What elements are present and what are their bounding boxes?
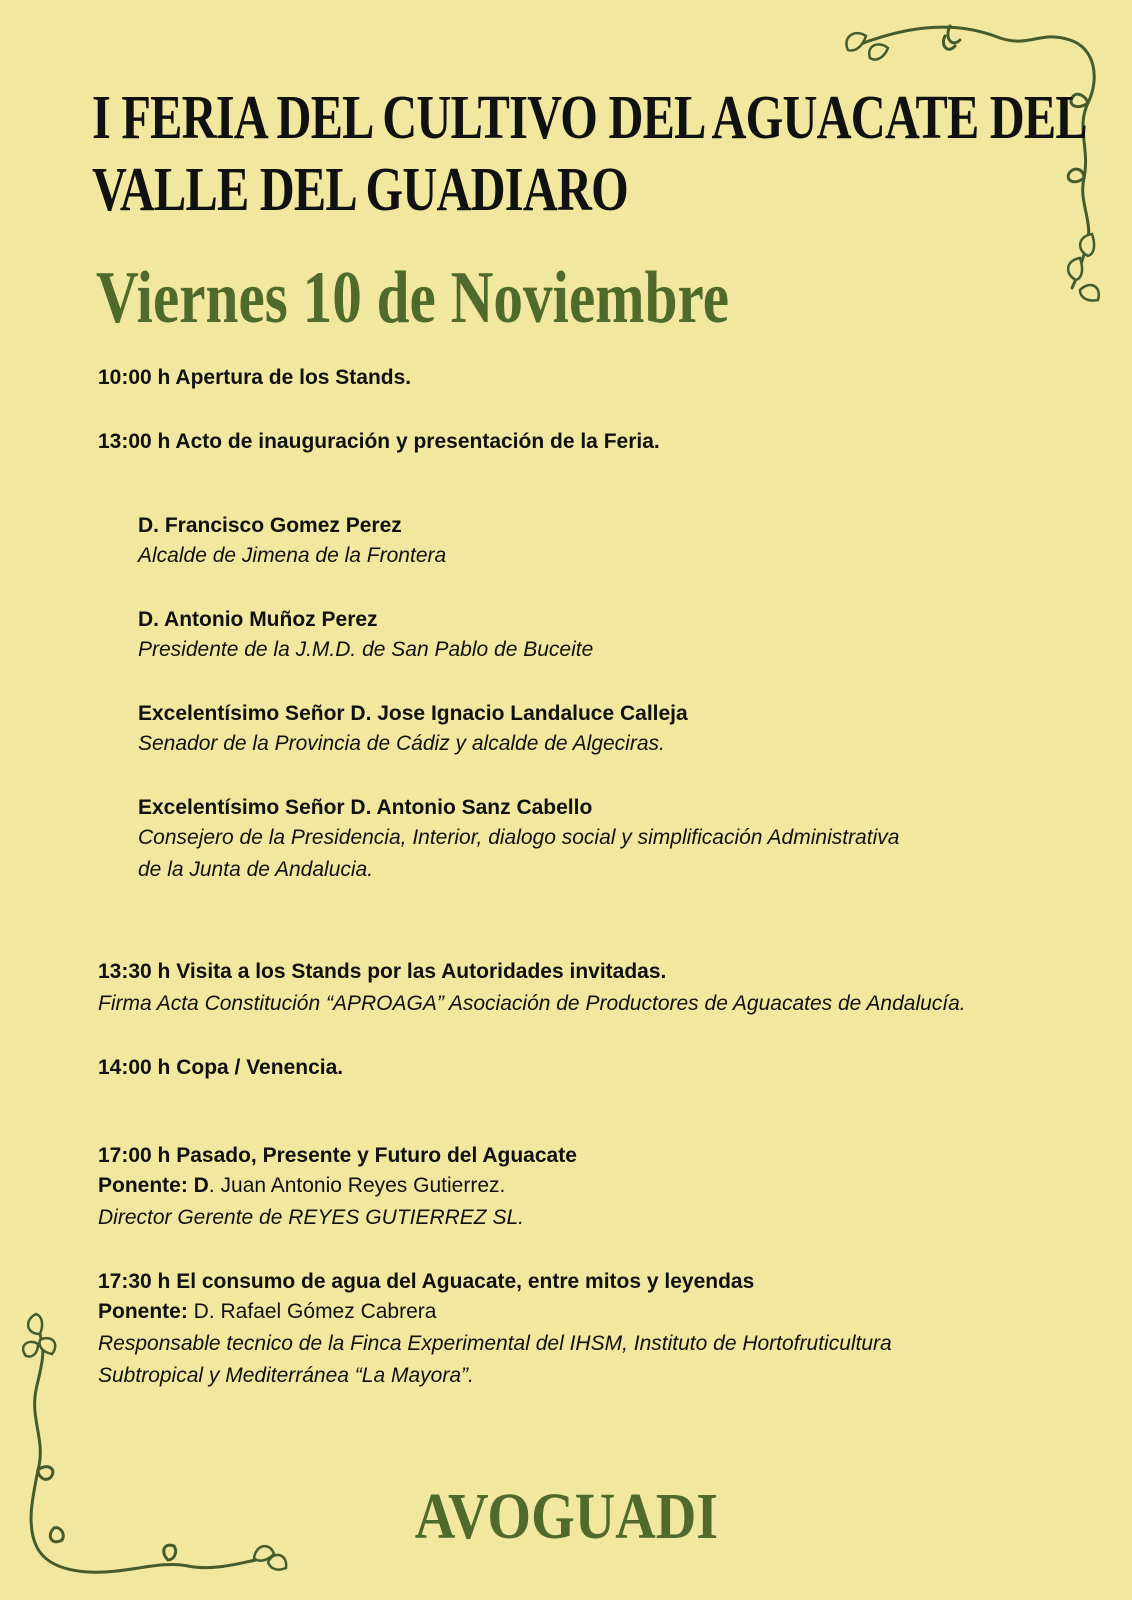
event-title: [92, 82, 1087, 226]
schedule-item-opening: 10:00 h Apertura de los Stands.: [98, 366, 412, 389]
guest-name: Excelentísimo Señor D. Antonio Sanz Cabello: [138, 796, 593, 819]
speaker-name: . Juan Antonio Reyes Gutierrez.: [208, 1174, 506, 1197]
talk-1-speaker: [98, 1172, 505, 1200]
guest-role: Senador de la Provincia de Cádiz y alcalde de Algeciras.: [138, 732, 665, 755]
vine-ornament-top-right: [840, 18, 1120, 308]
event-title-line-1: I FERIA DEL CULTIVO DEL AGUACATE DEL: [92, 84, 1087, 152]
speaker-label: Ponente:: [98, 1300, 188, 1323]
schedule-item-visit: 13:30 h Visita a los Stands por las Autoridades invitadas.: [98, 960, 667, 983]
talk-2-speaker: [98, 1298, 436, 1326]
speaker-name: D. Rafael Gómez Cabrera: [187, 1300, 437, 1323]
schedule-item-talk-1: 17:00 h Pasado, Presente y Futuro del Aguacate: [98, 1144, 577, 1167]
schedule-item-visit-note: Firma Acta Constitución “APROAGA” Asociación de Productores de Aguacates de Andalucía.: [98, 992, 966, 1015]
schedule-item-talk-2: 17:30 h El consumo de agua del Aguacate, entre mitos y leyendas: [98, 1270, 755, 1293]
guest-role: Consejero de la Presidencia, Interior, dialogo social y simplificación Administrativa: [138, 826, 900, 849]
guest-role: Alcalde de Jimena de la Frontera: [138, 544, 447, 567]
guest-name: D. Francisco Gomez Perez: [138, 514, 402, 537]
organizer-name: AVOGUADI: [414, 1480, 718, 1553]
guest-name: Excelentísimo Señor D. Jose Ignacio Landaluce Calleja: [138, 702, 688, 725]
guest-role: Presidente de la J.M.D. de San Pablo de Buceite: [138, 638, 594, 661]
guest-name: D. Antonio Muñoz Perez: [138, 608, 378, 631]
talk-2-speaker-role-continued: Subtropical y Mediterránea “La Mayora”.: [98, 1364, 474, 1387]
event-date-heading: Viernes 10 de Noviembre: [96, 257, 729, 339]
organizer-footer: [0, 1482, 1132, 1552]
schedule-item-copa: 14:00 h Copa / Venencia.: [98, 1056, 344, 1079]
event-title-line-2: VALLE DEL GUADIARO: [92, 156, 628, 224]
speaker-label: Ponente: D: [98, 1174, 209, 1197]
guest-role-continued: de la Junta de Andalucia.: [138, 858, 374, 881]
schedule-item-inauguration: 13:00 h Acto de inauguración y presentación de la Feria.: [98, 430, 660, 453]
talk-1-speaker-role: Director Gerente de REYES GUTIERREZ SL.: [98, 1206, 524, 1229]
talk-2-speaker-role: Responsable tecnico de la Finca Experimental del IHSM, Instituto de Hortofruticultura: [98, 1332, 892, 1355]
